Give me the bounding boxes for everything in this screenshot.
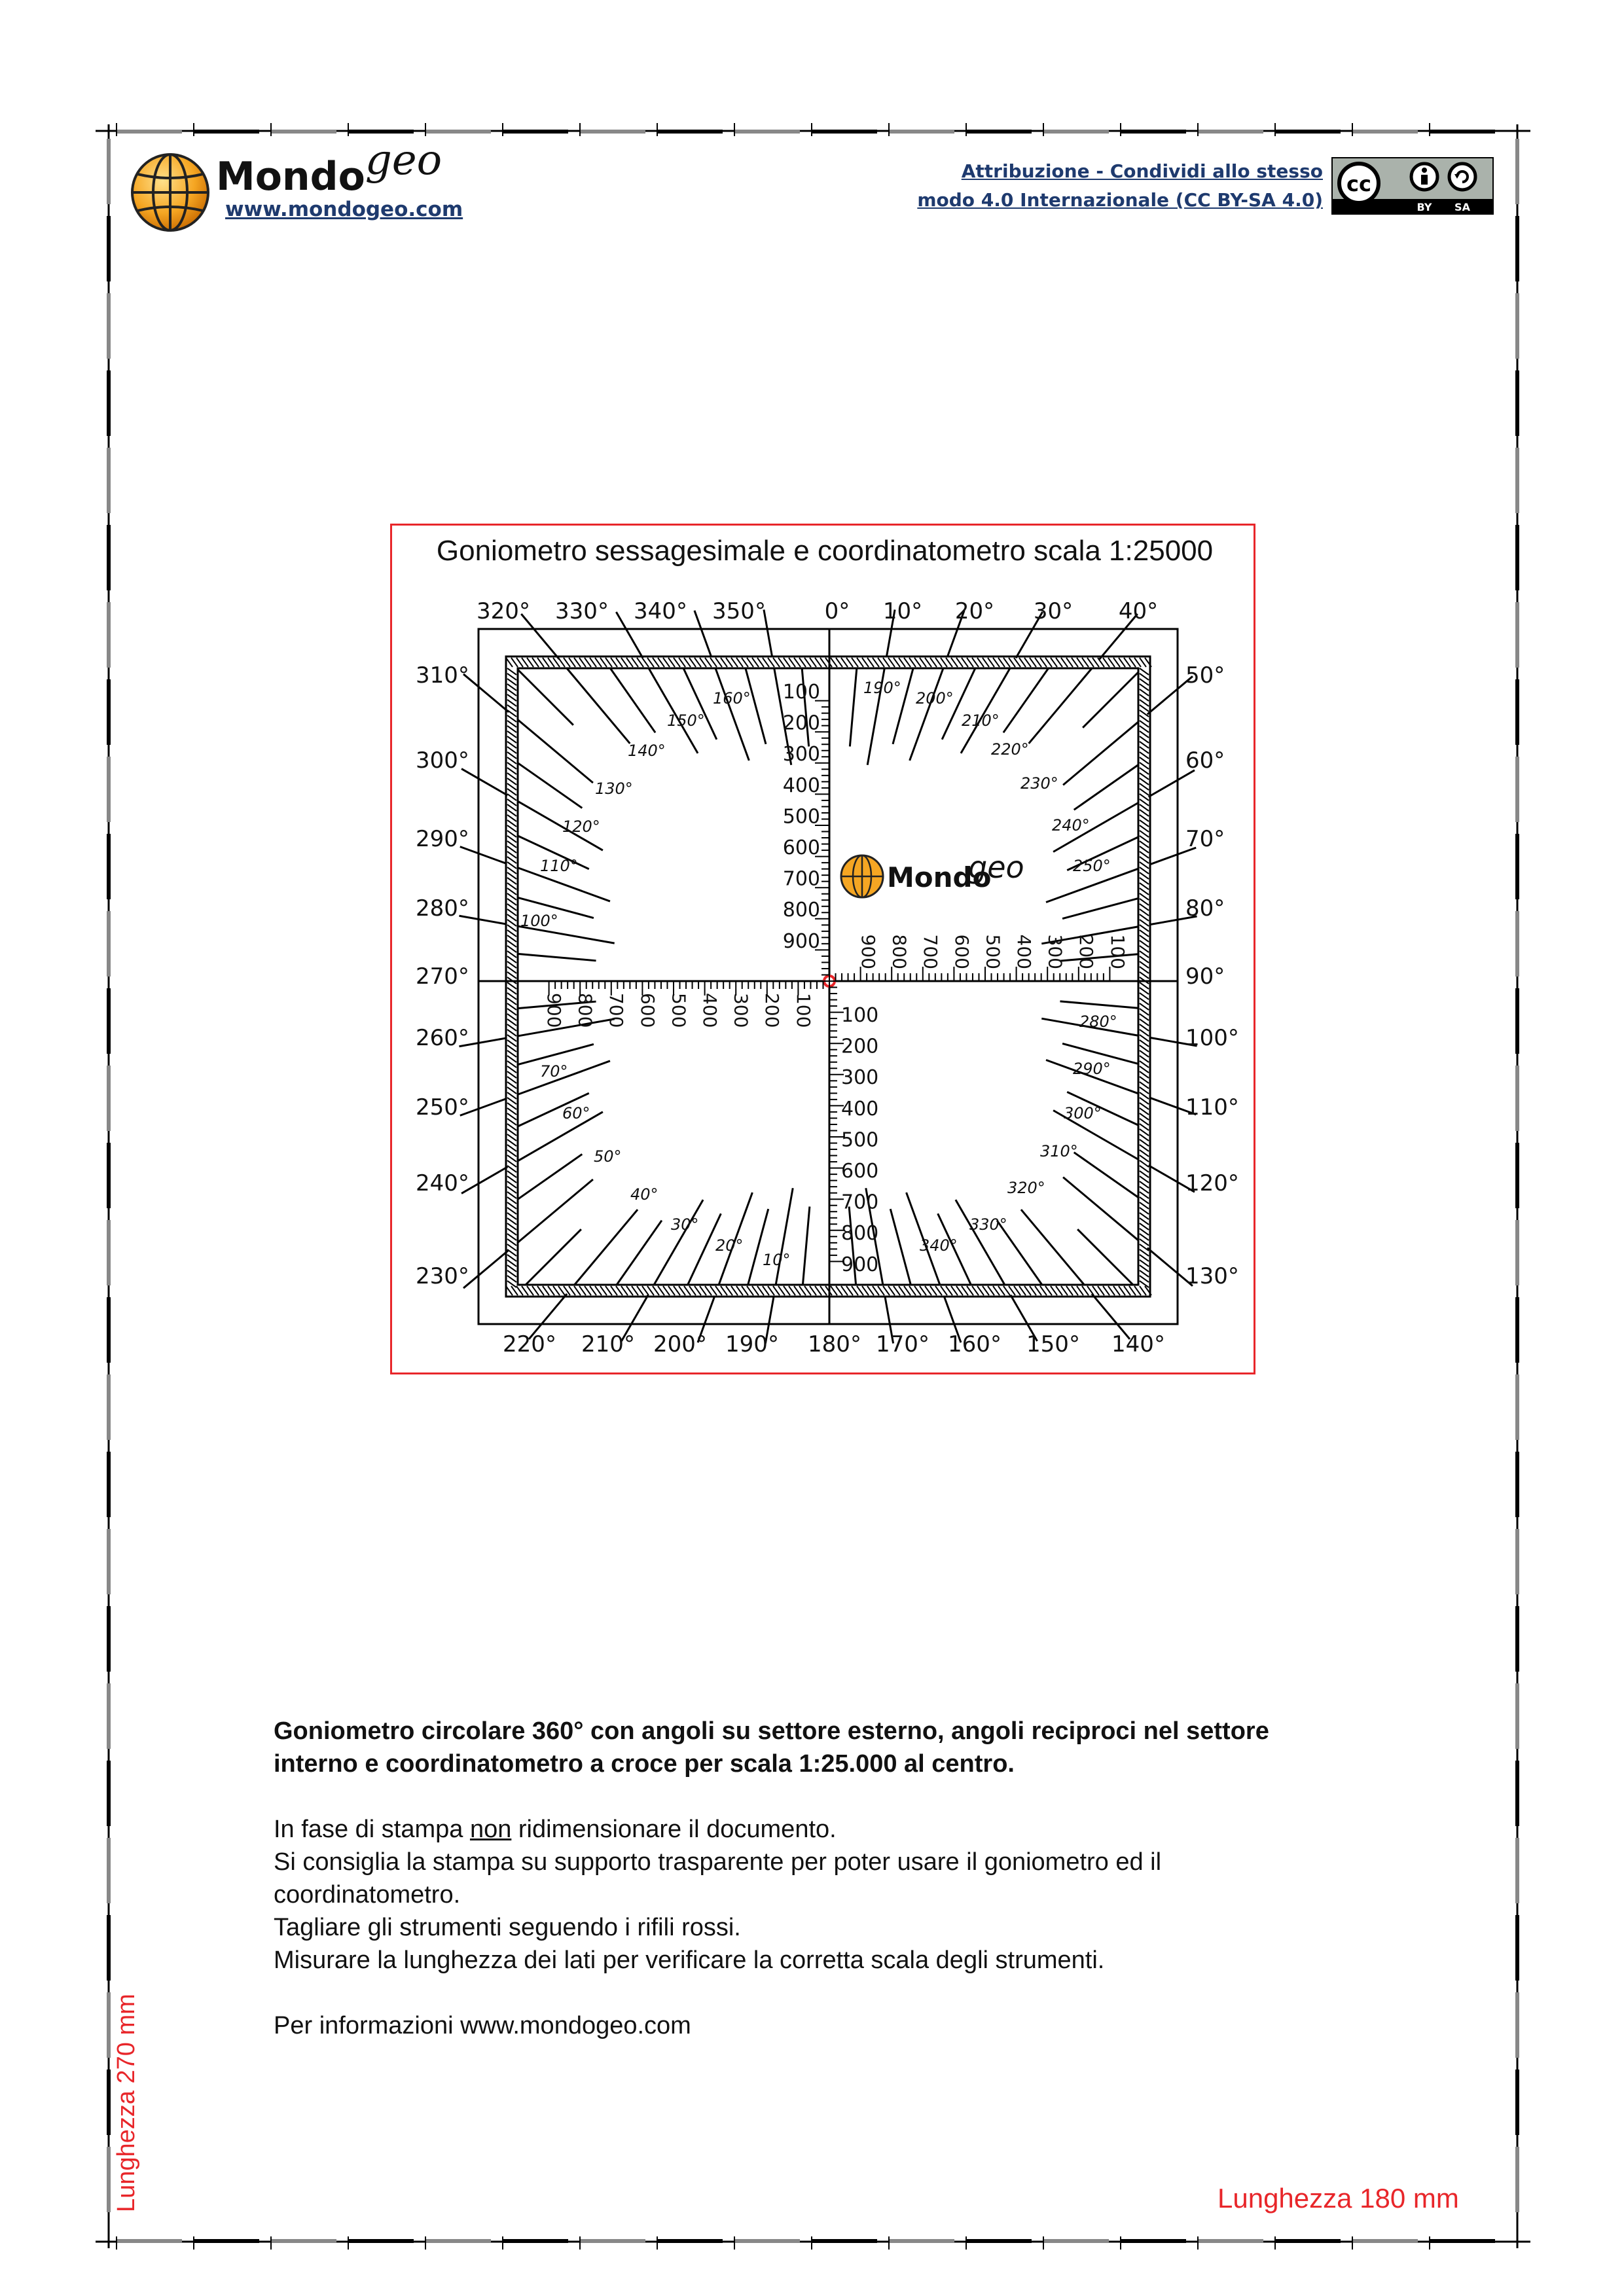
outer-label-bottom: 200° — [653, 1331, 707, 1357]
outer-label-top: 20° — [954, 598, 995, 624]
outer-degree-tick — [463, 1250, 509, 1288]
scale-label-right: 500 — [982, 934, 1004, 969]
inner-label-bl: 60° — [562, 1104, 590, 1122]
scale-label-right: 900 — [857, 934, 879, 969]
inner-label-tl: 160° — [713, 689, 751, 708]
degree-tick — [518, 1019, 615, 1036]
outer-degree-tick — [463, 674, 509, 712]
frame-left-segment — [107, 1761, 111, 1826]
frame-bottom-segment — [1275, 2239, 1341, 2243]
scale-label-right: 300 — [1044, 934, 1066, 969]
frame-top-segment — [271, 130, 336, 134]
scale-label-lower: 300 — [841, 1066, 879, 1090]
outer-label-top: 350° — [712, 598, 766, 624]
outer-label-right: 70° — [1185, 826, 1225, 852]
frame-bottom-segment — [657, 2239, 723, 2243]
degree-tick — [610, 668, 655, 732]
frame-right-segment — [1515, 679, 1519, 745]
outer-label-bottom: 220° — [503, 1331, 556, 1357]
scale-label-left: 200 — [761, 993, 784, 1028]
frame-right-segment — [1515, 525, 1519, 590]
sa-share-icon — [1449, 164, 1475, 190]
outer-label-left: 240° — [416, 1170, 469, 1196]
frame-top-segment — [425, 130, 491, 134]
scale-label-upper: 600 — [782, 836, 820, 859]
frame-right-segment — [1515, 1529, 1519, 1594]
frame-right-segment — [1515, 1452, 1519, 1517]
degree-tick — [518, 670, 573, 725]
outer-degree-tick — [695, 611, 712, 657]
frame-bottom-segment — [889, 2239, 954, 2243]
frame-top-segment — [1352, 130, 1418, 134]
outer-label-right: 130° — [1185, 1263, 1239, 1289]
degree-tick — [1021, 1210, 1084, 1285]
svg-text:cc: cc — [1346, 171, 1371, 196]
cc-by-sa-badge[interactable] — [1331, 157, 1494, 215]
frame-top-segment — [889, 130, 954, 134]
degree-tick — [575, 1210, 638, 1285]
scale-label-left: 700 — [605, 993, 628, 1028]
inner-label-tr: 200° — [916, 689, 954, 708]
frame-left-segment — [107, 525, 111, 590]
degree-tick — [567, 668, 630, 744]
center-brand-logo — [841, 850, 1024, 897]
frame-left-segment — [107, 602, 111, 668]
frame-right-segment — [1515, 370, 1519, 436]
scale-label-upper: 100 — [782, 681, 820, 704]
degree-tick — [776, 1188, 793, 1285]
non-emphasis: non — [469, 1816, 512, 1843]
frame-bottom-segment — [425, 2239, 491, 2243]
frame-right-segment — [1515, 1066, 1519, 1131]
outer-label-left: 300° — [416, 747, 469, 774]
brand-logo — [130, 136, 496, 237]
frame-left-segment — [107, 448, 111, 513]
inner-label-br: 330° — [969, 1215, 1007, 1234]
outer-label-left: 310° — [416, 662, 469, 689]
frame-bottom-segment — [580, 2239, 645, 2243]
frame-bottom-segment — [503, 2239, 568, 2243]
outer-label-bottom: 170° — [876, 1331, 929, 1357]
protractor-drawing — [392, 526, 1254, 1372]
inner-label-tr: 240° — [1052, 816, 1090, 834]
frame-right-segment — [1515, 988, 1519, 1054]
outer-label-bottom: 160° — [948, 1331, 1001, 1357]
degree-tick — [715, 668, 749, 761]
frame-top-segment — [1198, 130, 1263, 134]
outer-label-top: 10° — [882, 598, 923, 624]
degree-tick — [518, 720, 593, 783]
frame-bottom-segment — [812, 2239, 877, 2243]
scale-label-right: 600 — [950, 934, 973, 969]
frame-top-segment — [1121, 130, 1186, 134]
inner-label-bl: 10° — [763, 1251, 791, 1269]
frame-right-segment — [1515, 757, 1519, 822]
scale-label-upper: 400 — [782, 774, 820, 797]
degree-tick — [850, 668, 856, 747]
scale-label-upper: 200 — [782, 711, 820, 735]
frame-left-segment — [107, 1374, 111, 1440]
scale-label-left: 400 — [699, 993, 721, 1028]
print-note: In fase di stampa non ridimensionare il documento. — [274, 1816, 837, 1843]
inner-label-tl: 130° — [595, 780, 633, 798]
degree-tick — [518, 1154, 582, 1199]
inner-label-br: 280° — [1079, 1013, 1117, 1031]
scale-label-right: 100 — [1106, 934, 1128, 969]
degree-tick — [1060, 1001, 1138, 1008]
outer-label-top: 320° — [477, 598, 530, 624]
degree-tick — [617, 1221, 662, 1285]
scale-label-left: 300 — [730, 993, 752, 1028]
center-brand-name: Mondo — [887, 861, 992, 893]
frame-left-segment — [107, 139, 111, 204]
license-link[interactable] — [917, 157, 1323, 215]
inner-label-tl: 100° — [520, 912, 558, 930]
degree-tick — [1062, 899, 1138, 919]
scale-label-upper: 900 — [782, 929, 820, 953]
frame-left-segment — [107, 757, 111, 822]
description — [274, 1715, 1321, 2042]
length-270-label: Lunghezza 270 mm — [113, 1994, 140, 2212]
degree-tick — [802, 668, 808, 747]
outer-label-right: 50° — [1185, 662, 1225, 689]
frame-right-segment — [1515, 2070, 1519, 2135]
scale-label-upper: 300 — [782, 743, 820, 766]
frame-left-segment — [107, 1838, 111, 1903]
frame-bottom-segment — [194, 2239, 259, 2243]
inner-label-bl: 40° — [630, 1185, 659, 1204]
scale-label-lower: 600 — [841, 1160, 879, 1183]
length-180-label: Lunghezza 180 mm — [1218, 2183, 1459, 2214]
degree-tick — [1029, 668, 1092, 744]
scale-label-right: 400 — [1013, 934, 1035, 969]
degree-tick — [1063, 1177, 1138, 1240]
scale-label-right: 800 — [888, 934, 911, 969]
inner-label-tl: 120° — [562, 817, 600, 836]
inner-label-tr: 210° — [962, 711, 1000, 730]
frame-bottom-segment — [734, 2239, 800, 2243]
inner-label-br: 300° — [1064, 1104, 1102, 1122]
scale-label-lower: 700 — [841, 1191, 879, 1214]
brand-geo: geo — [365, 136, 442, 185]
inner-label-tr: 230° — [1020, 774, 1058, 793]
degree-tick — [748, 1209, 768, 1285]
frame-left-segment — [107, 216, 111, 281]
frame-top-segment — [117, 130, 182, 134]
description-heading: Goniometro circolare 360° con angoli su settore esterno, angoli reciproci nel settore interno e coordinatometro a croce per scala 1:25.000 al centro. — [274, 1717, 1269, 1778]
inner-label-bl: 70° — [540, 1062, 568, 1081]
outer-label-left: 230° — [416, 1263, 469, 1289]
center-brand-geo: geo — [968, 850, 1024, 885]
info-note: Per informazioni www.mondogeo.com — [274, 2012, 691, 2039]
outer-label-left: 270° — [416, 963, 469, 990]
scale-label-right: 200 — [1075, 934, 1098, 969]
frame-right-segment — [1515, 1606, 1519, 1672]
frame-left-segment — [107, 1529, 111, 1594]
scale-label-right: 700 — [920, 934, 942, 969]
frame-right-segment — [1515, 1143, 1519, 1208]
frame-top-segment — [580, 130, 645, 134]
frame-left-segment — [107, 1915, 111, 1981]
frame-top-segment — [1275, 130, 1341, 134]
degree-tick — [1083, 672, 1138, 728]
frame-right-segment — [1515, 834, 1519, 899]
degree-tick — [518, 1179, 593, 1242]
frame-right-segment — [1515, 1761, 1519, 1826]
outer-label-right: 110° — [1185, 1094, 1239, 1121]
license-line-2: modo 4.0 Internazionale (CC BY-SA 4.0) — [917, 189, 1323, 211]
frame-top-segment — [734, 130, 800, 134]
scale-label-lower: 900 — [841, 1253, 879, 1276]
frame-bottom-segment — [348, 2239, 414, 2243]
inner-labels — [520, 679, 1117, 1269]
outer-degree-tick — [1149, 770, 1195, 797]
badge-by-label: BY — [1416, 201, 1432, 213]
frame-right-segment — [1515, 2147, 1519, 2212]
degree-tick — [956, 1200, 1005, 1285]
degree-tick — [1074, 765, 1138, 810]
frame-top-segment — [503, 130, 568, 134]
frame-left-segment — [107, 1992, 111, 2058]
inner-label-bl: 30° — [671, 1215, 699, 1234]
outer-label-bottom: 150° — [1026, 1331, 1080, 1357]
badge-sa-label: SA — [1454, 201, 1470, 213]
globe-icon — [130, 152, 211, 233]
outer-label-top: 340° — [634, 598, 687, 624]
frame-right-segment — [1515, 911, 1519, 977]
degree-tick — [518, 763, 582, 808]
frame-left-segment — [107, 1066, 111, 1131]
outer-label-left: 280° — [416, 895, 469, 922]
degree-tick — [890, 1209, 911, 1285]
frame-left-segment — [107, 1220, 111, 1285]
outer-label-right: 90° — [1185, 963, 1225, 990]
frame-top-segment — [966, 130, 1032, 134]
frame-right-segment — [1515, 1838, 1519, 1903]
scale-label-left: 100 — [792, 993, 814, 1028]
frame-left-segment — [107, 2147, 111, 2212]
frame-right-segment — [1515, 602, 1519, 668]
license-line-1: Attribuzione - Condividi allo stesso — [961, 160, 1323, 182]
frame-right-segment — [1515, 1683, 1519, 1749]
frame-right-segment — [1515, 293, 1519, 359]
brand-name: Mondogeo — [216, 136, 442, 200]
frame-left-segment — [107, 1606, 111, 1672]
scale-label-lower: 500 — [841, 1128, 879, 1152]
inner-label-tr: 220° — [991, 740, 1029, 759]
inner-label-tl: 150° — [667, 711, 705, 730]
frame-left-segment — [107, 1143, 111, 1208]
frame-right-segment — [1515, 448, 1519, 513]
frame-top-segment — [1043, 130, 1109, 134]
scale-label-upper: 500 — [782, 805, 820, 829]
frame-left-segment — [107, 370, 111, 436]
degree-tick — [526, 1229, 581, 1285]
scale-label-left: 600 — [636, 993, 659, 1028]
degree-tick — [1003, 668, 1049, 732]
outer-label-bottom: 140° — [1111, 1331, 1165, 1357]
frame-bottom-segment — [1430, 2239, 1495, 2243]
degree-tick — [910, 668, 943, 761]
frame-bottom-segment — [1121, 2239, 1186, 2243]
frame-right-segment — [1515, 1915, 1519, 1981]
outer-label-right: 100° — [1185, 1025, 1239, 1051]
frame-left-segment — [107, 679, 111, 745]
frame-right-segment — [1515, 1374, 1519, 1440]
degree-tick — [1077, 1229, 1133, 1285]
frame-right-segment — [1515, 1297, 1519, 1363]
inner-label-bl: 50° — [594, 1147, 622, 1166]
outer-label-top: 0° — [824, 598, 850, 624]
inner-label-tr: 190° — [863, 679, 901, 697]
outer-label-bottom: 210° — [581, 1331, 635, 1357]
inner-label-tr: 250° — [1073, 857, 1111, 875]
scale-label-upper: 700 — [782, 867, 820, 891]
degree-tick — [1074, 1153, 1138, 1198]
brand-url-link[interactable]: www.mondogeo.com — [225, 198, 463, 221]
frame-right-segment — [1515, 1992, 1519, 2058]
outer-label-top: 40° — [1118, 598, 1159, 624]
frame-top-segment — [194, 130, 259, 134]
scale-label-left: 900 — [543, 993, 565, 1028]
cut-note: Tagliare gli strumenti seguendo i rifili rossi. — [274, 1914, 741, 1941]
frame-left-segment — [107, 2070, 111, 2135]
outer-label-top: 30° — [1033, 598, 1074, 624]
frame-bottom-segment — [1043, 2239, 1109, 2243]
scale-label-upper: 800 — [782, 899, 820, 922]
outer-label-right: 60° — [1185, 747, 1225, 774]
scale-label-lower: 800 — [841, 1222, 879, 1246]
degree-tick — [518, 954, 596, 960]
frame-right-segment — [1515, 216, 1519, 281]
frame-left-segment — [107, 1683, 111, 1749]
scale-label-left: 800 — [574, 993, 596, 1028]
frame-bottom-segment — [1352, 2239, 1418, 2243]
frame-left-segment — [107, 1297, 111, 1363]
scale-label-lower: 400 — [841, 1097, 879, 1121]
outer-label-left: 260° — [416, 1025, 469, 1051]
outer-label-bottom: 180° — [808, 1331, 861, 1357]
frame-left-segment — [107, 988, 111, 1054]
degree-tick — [1063, 722, 1138, 785]
outer-label-right: 120° — [1185, 1170, 1239, 1196]
inner-label-br: 290° — [1073, 1060, 1111, 1078]
frame-bottom-segment — [1198, 2239, 1263, 2243]
inner-label-tl: 110° — [540, 857, 578, 875]
frame-top-segment — [657, 130, 723, 134]
frame-left-segment — [107, 1452, 111, 1517]
outer-label-right: 80° — [1185, 895, 1225, 922]
inner-label-bl: 20° — [715, 1236, 744, 1255]
inner-label-br: 310° — [1040, 1142, 1078, 1160]
outer-label-left: 250° — [416, 1094, 469, 1121]
frame-left-segment — [107, 911, 111, 977]
inner-label-br: 340° — [920, 1236, 958, 1255]
inner-label-tl: 140° — [628, 742, 666, 760]
frame-right-segment — [1515, 139, 1519, 204]
inner-label-br: 320° — [1007, 1179, 1045, 1197]
frame-right-segment — [1515, 1220, 1519, 1285]
frame-top-segment — [1430, 130, 1495, 134]
outer-label-top: 330° — [555, 598, 609, 624]
frame-top-segment — [348, 130, 414, 134]
frame-bottom-segment — [117, 2239, 182, 2243]
degree-tick — [654, 1200, 703, 1285]
measure-note: Misurare la lunghezza dei lati per verificare la corretta scala degli strumenti. — [274, 1946, 1105, 1974]
frame-left-segment — [107, 293, 111, 359]
outer-label-bottom: 190° — [725, 1331, 779, 1357]
transparent-note: Si consiglia la stampa su supporto trasparente per poter usare il goniometro ed il coordinatometro. — [274, 1848, 1162, 1909]
frame-bottom-segment — [966, 2239, 1032, 2243]
frame-left-segment — [107, 834, 111, 899]
tool-title: Goniometro sessagesimale e coordinatometro scala 1:25000 — [436, 535, 1214, 567]
frame-bottom-segment — [271, 2239, 336, 2243]
degree-tick — [803, 1206, 809, 1285]
scale-label-left: 500 — [668, 993, 690, 1028]
scale-label-lower: 200 — [841, 1035, 879, 1058]
scale-label-lower: 100 — [841, 1004, 879, 1027]
frame-top-segment — [812, 130, 877, 134]
degree-tick — [518, 1044, 594, 1064]
tool-cut-frame — [390, 524, 1255, 1374]
outer-label-left: 290° — [416, 826, 469, 852]
